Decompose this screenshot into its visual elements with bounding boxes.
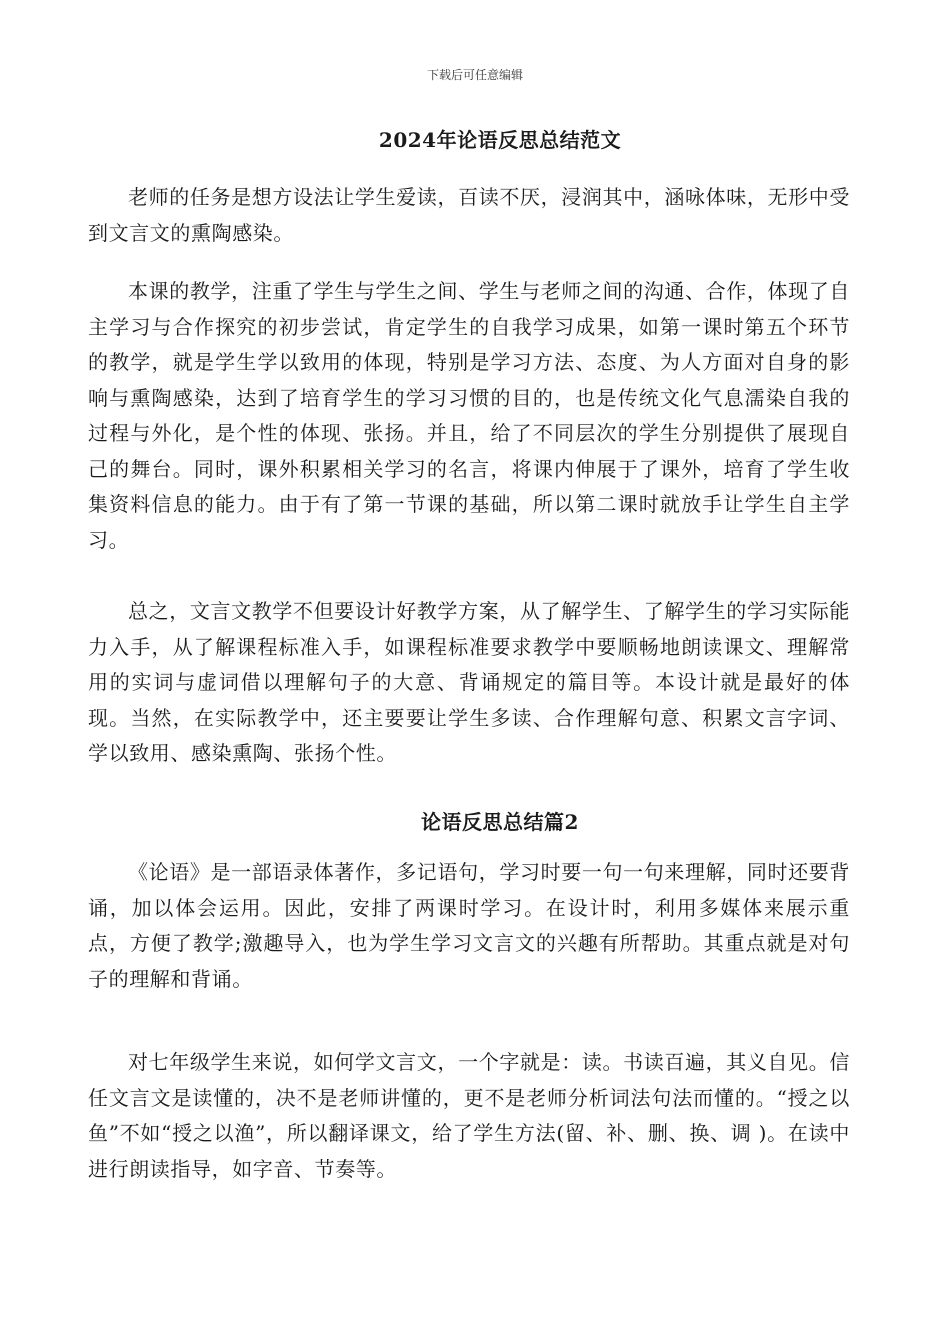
paragraph: 对七年级学生来说，如何学文言文，一个字就是：读。书读百遍，其义自见。信任文言文是读懂的，决不是老师讲懂的，更不是老师分析词法句法而懂的。“授之以鱼”不如“授之以渔”，所以翻译课文，给了学生方法(留、补、删、换、调 )。在读中进行朗读指导，如字音、节奏等。 (88, 1050, 850, 1181)
paragraph: 老师的任务是想方设法让学生爱读，百读不厌，浸润其中，涵咏体味，无形中受到文言文的熏陶感染。 (88, 185, 850, 245)
paragraph: 总之，文言文教学不但要设计好教学方案，从了解学生、了解学生的学习实际能力入手，从了解课程标准入手，如课程标准要求教学中要顺畅地朗读课文、理解常用的实词与虚词借以理解句子的大意、背诵规定的篇目等。本设计就是最好的体现。当然，在实际教学中，还主要要让学生多读、合作理解句意、积累文言字词、学以致用、感染熏陶、张扬个性。 (88, 599, 850, 765)
page-header-note: 下载后可任意编辑 (426, 68, 523, 82)
document-title: 2024年论语反思总结范文 (378, 128, 622, 152)
paragraph: 本课的教学，注重了学生与学生之间、学生与老师之间的沟通、合作，体现了自主学习与合作探究的初步尝试，肯定学生的自我学习成果，如第一课时第五个环节的教学，就是学生学以致用的体现，特别是学习方法、态度、为人方面对自身的影响与熏陶感染，达到了培育学生的学习习惯的目的，也是传统文化气息濡染自我的过程与外化，是个性的体现、张扬。并且，给了不同层次的学生分别提供了展现自己的舞台。同时，课外积累相关学习的名言，将课内伸展于了课外，培育了学生收集资料信息的能力。由于有了第一节课的基础，所以第二课时就放手让学生自主学习。 (88, 279, 850, 552)
paragraph: 《论语》是一部语录体著作，多记语句，学习时要一句一句来理解，同时还要背诵，加以体会运用。因此，安排了两课时学习。在设计时，利用多媒体来展示重点，方便了教学;激趣导入，也为学生学习文言文的兴趣有所帮助。其重点就是对句子的理解和背诵。 (88, 860, 850, 991)
section-title: 论语反思总结篇2 (421, 810, 579, 834)
